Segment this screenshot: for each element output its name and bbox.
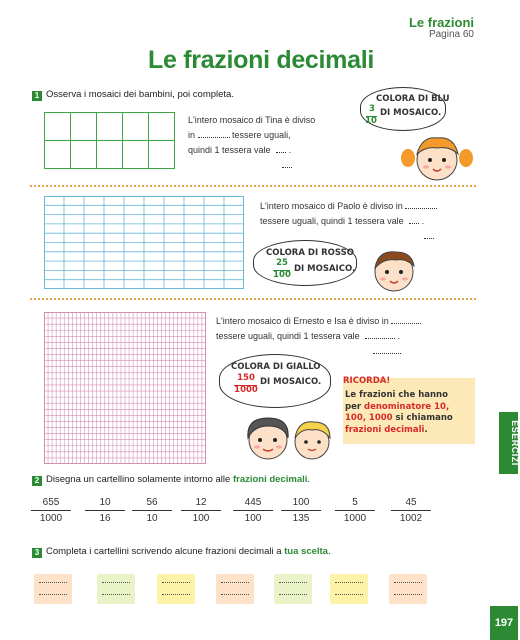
ricorda-line2b: denominatore 10,	[364, 401, 450, 412]
paolo-text-vale: tessere uguali, quindi 1 tessera vale	[260, 216, 404, 226]
exercise-2-instruction-a: Disegna un cartellino solamente intorno alle	[46, 474, 233, 485]
fraction-3-den: 10	[146, 513, 158, 524]
separator-1	[30, 185, 476, 187]
fraction-card-denominator-blank[interactable]	[221, 594, 249, 595]
tina-girl-illustration	[402, 130, 472, 180]
tina-text-line1: L'intero mosaico di Tina è diviso	[188, 115, 316, 125]
ricorda-line2a: per	[345, 401, 365, 412]
fraction-card-numerator-blank[interactable]	[279, 582, 307, 583]
ernesto-bubble-numerator: 150	[237, 373, 255, 383]
exercise-2-badge: 2	[32, 476, 42, 486]
tina-bubble-numerator: 3	[369, 104, 375, 114]
paolo-count-blank[interactable]	[405, 201, 437, 209]
fraction-2-den: 16	[99, 513, 111, 524]
fraction-card-5[interactable]	[274, 574, 312, 604]
ricorda-line4a: frazioni decimali	[345, 424, 425, 435]
fraction-1-num: 655	[42, 497, 60, 508]
exercise-3-badge: 3	[32, 548, 42, 558]
ricorda-title: RICORDA!	[343, 376, 391, 386]
paolo-bubble-denominator: 100	[273, 270, 291, 280]
fraction-card-denominator-blank[interactable]	[39, 594, 67, 595]
fraction-card-numerator-blank[interactable]	[335, 582, 363, 583]
fraction-card-numerator-blank[interactable]	[102, 582, 130, 583]
section-title: Le frazioni	[408, 15, 474, 30]
tina-count-blank[interactable]	[198, 130, 230, 138]
fraction-card-denominator-blank[interactable]	[394, 594, 422, 595]
ricorda-line3b: si chiamano	[392, 413, 453, 423]
tina-text-line2	[188, 128, 291, 143]
exercise-3-instruction-c: .	[327, 546, 331, 557]
fraction-card-denominator-blank[interactable]	[162, 594, 190, 595]
paolo-speech-bubble	[253, 240, 357, 286]
fraction-card-4[interactable]	[216, 574, 254, 604]
fraction-5-num: 445	[244, 497, 262, 508]
paolo-text-line2: tessere uguali, quindi 1 tessera vale .	[260, 216, 425, 226]
tina-value-num-blank[interactable]	[276, 145, 286, 153]
ernesto-text-line1	[216, 314, 421, 329]
fraction-card-numerator-blank[interactable]	[162, 582, 190, 583]
fraction-card-numerator-blank[interactable]	[221, 582, 249, 583]
fraction-2[interactable]	[85, 496, 125, 525]
tina-bubble-line2: DI MOSAICO.	[380, 108, 442, 118]
ricorda-line3a: 100, 1000	[345, 413, 393, 423]
tina-bubble-line1: COLORA DI BLU	[376, 94, 450, 104]
ernesto-value-den-blank[interactable]	[373, 353, 401, 354]
fraction-1[interactable]	[31, 496, 71, 525]
fraction-card-denominator-blank[interactable]	[102, 594, 130, 595]
ernesto-count-blank[interactable]	[391, 316, 421, 324]
ricorda-line4b: .	[424, 424, 428, 435]
ernesto-text-line2: tessere uguali, quindi 1 tessera vale .	[216, 331, 401, 341]
exercise-1-instruction: Osserva i mosaici dei bambini, poi completa.	[46, 89, 234, 100]
tina-text-vale: quindi 1 tessera vale	[188, 145, 271, 155]
fraction-card-3[interactable]	[157, 574, 195, 604]
fraction-card-1[interactable]	[34, 574, 72, 604]
tina-text-line3: quindi 1 tessera vale .	[188, 145, 292, 155]
fraction-card-numerator-blank[interactable]	[39, 582, 67, 583]
exercise-3-instruction-a: Completa i cartellini scrivendo alcune frazioni decimali a	[46, 546, 285, 557]
fraction-card-numerator-blank[interactable]	[394, 582, 422, 583]
fraction-8-den: 1002	[399, 513, 423, 524]
ernesto-mosaic-grid[interactable]	[44, 312, 206, 464]
ernesto-isa-illustration	[238, 408, 342, 464]
fraction-4-num: 12	[195, 497, 207, 508]
fraction-card-7[interactable]	[389, 574, 427, 604]
separator-2	[30, 298, 476, 300]
page-reference: Pagina 60	[428, 29, 474, 40]
fraction-6-num: 100	[292, 497, 310, 508]
exercise-1-badge: 1	[32, 91, 42, 101]
paolo-text-diviso: L'intero mosaico di Paolo è diviso in	[260, 201, 403, 211]
fraction-card-denominator-blank[interactable]	[279, 594, 307, 595]
paolo-mosaic-grid[interactable]	[44, 196, 244, 289]
ernesto-bubble-line1: COLORA DI GIALLO	[231, 362, 321, 372]
paolo-bubble-line2: DI MOSAICO.	[294, 264, 356, 274]
side-tab-label: ESERCIZI	[510, 420, 520, 466]
fraction-5[interactable]	[233, 496, 273, 525]
fraction-2-num: 10	[99, 497, 111, 508]
paolo-bubble-line1: COLORA DI ROSSO	[266, 248, 354, 258]
tina-value-den-blank[interactable]	[282, 167, 292, 168]
tina-bubble-denominator: 10	[365, 116, 377, 126]
fraction-card-6[interactable]	[330, 574, 368, 604]
exercise-2-instruction-c: .	[307, 474, 311, 485]
fraction-1-den: 1000	[39, 513, 63, 524]
fraction-3[interactable]	[132, 496, 172, 525]
paolo-value-den-blank[interactable]	[424, 238, 434, 239]
fraction-6-den: 135	[292, 513, 310, 524]
exercise-3-instruction	[46, 546, 331, 557]
page-number: 197	[490, 606, 518, 640]
paolo-boy-illustration	[366, 246, 422, 292]
exercise-3-instruction-b: tua scelta	[284, 546, 328, 557]
exercise-2-instruction-b: frazioni decimali	[232, 474, 308, 485]
fraction-7[interactable]	[335, 496, 375, 525]
fraction-7-num: 5	[352, 497, 358, 508]
ernesto-bubble-line2: DI MOSAICO.	[260, 377, 322, 387]
fraction-card-2[interactable]	[97, 574, 135, 604]
ernesto-value-num-blank[interactable]	[365, 331, 395, 339]
fraction-3-num: 56	[146, 497, 158, 508]
fraction-8[interactable]	[391, 496, 431, 525]
fraction-7-den: 1000	[343, 513, 367, 524]
ernesto-bubble-denominator: 1000	[234, 385, 258, 395]
paolo-bubble-numerator: 25	[276, 258, 288, 268]
tina-text-in: in	[188, 130, 196, 140]
page-title: Le frazioni decimali	[148, 46, 375, 74]
fraction-4-den: 100	[192, 513, 210, 524]
fraction-6[interactable]	[281, 496, 321, 525]
exercise-2-instruction	[46, 474, 310, 485]
ricorda-line1: Le frazioni che hanno	[345, 390, 448, 400]
ernesto-text-vale: tessere uguali, quindi 1 tessera vale	[216, 331, 360, 341]
fraction-card-denominator-blank[interactable]	[335, 594, 363, 595]
fraction-8-num: 45	[405, 497, 417, 508]
fraction-4[interactable]	[181, 496, 221, 525]
tina-text-tessere: tessere uguali,	[232, 130, 291, 140]
paolo-text-line1	[260, 199, 437, 214]
paolo-value-num-blank[interactable]	[409, 216, 419, 224]
ernesto-text-diviso: L'intero mosaico di Ernesto e Isa è diviso in	[216, 316, 389, 326]
tina-mosaic-grid[interactable]	[44, 112, 175, 169]
fraction-5-den: 100	[244, 513, 262, 524]
ricorda-text	[345, 390, 475, 436]
